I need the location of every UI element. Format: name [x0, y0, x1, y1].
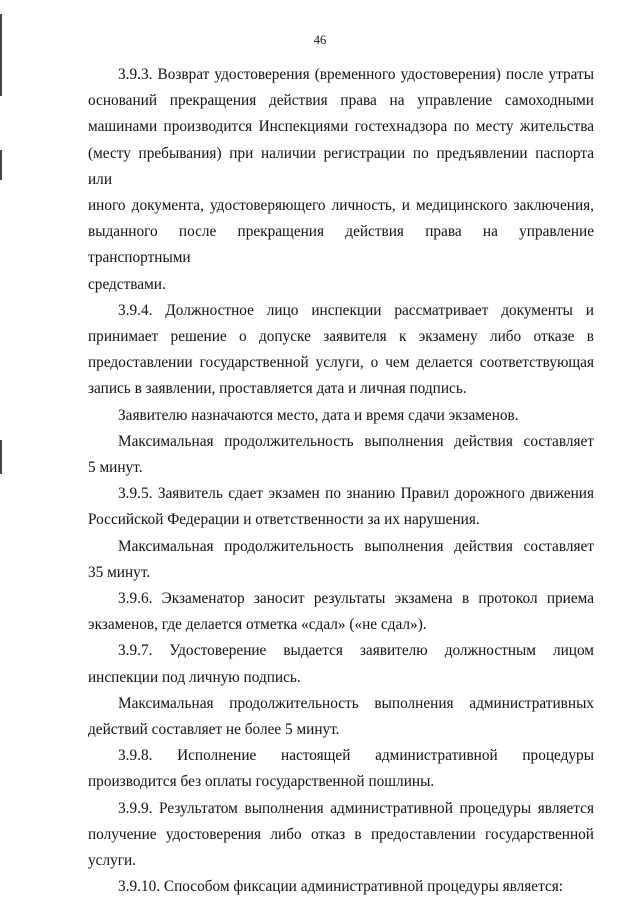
text-line: машинами производится Инспекциями гостехнадзора по месту жительства	[88, 118, 594, 136]
text-line: (месту пребывания) при наличии регистрации по предъявлении паспорта или	[88, 144, 594, 188]
text-line: 3.9.10. Способом фиксации административной процедуры является:	[118, 878, 564, 896]
text-line: инспекции под личную подпись.	[88, 668, 301, 686]
text-line: услуги.	[88, 852, 137, 870]
text-line: действий составляет не более 5 минут.	[88, 721, 340, 739]
paragraph-3-9-8	[88, 743, 594, 795]
body-text	[88, 62, 594, 901]
scan-edge-mark	[0, 150, 2, 180]
text-line: Российской Федерации и ответственности за их нарушения.	[88, 511, 480, 529]
scan-edge-mark	[0, 440, 2, 474]
text-line: Заявителю назначаются место, дата и время сдачи экзаменов.	[118, 406, 519, 424]
paragraph-duration-admin	[88, 691, 594, 743]
text-line: производится без оплаты государственной пошлины.	[88, 773, 435, 791]
text-line: 3.9.9. Результатом выполнения административной процедуры является	[118, 799, 594, 817]
text-line: иного документа, удостоверяющего личность, и медицинского заключения,	[88, 197, 594, 215]
paragraph-duration-35-min	[88, 534, 594, 586]
text-line: оснований прекращения действия права на управление самоходными	[88, 92, 594, 110]
text-line: экзаменов, где делается отметка «сдал» («не сдал»).	[88, 616, 427, 634]
paragraph-exam-schedule	[88, 403, 594, 429]
text-line: запись в заявлении, проставляется дата и личная подпись.	[88, 380, 467, 398]
text-line: 3.9.7. Удостоверение выдается заявителю должностным лицом	[118, 642, 594, 660]
paragraph-3-9-10	[88, 874, 594, 900]
text-line: 3.9.5. Заявитель сдает экзамен по знанию Правил дорожного движения	[118, 485, 594, 503]
paragraph-3-9-4	[88, 298, 594, 403]
paragraph-3-9-7	[88, 638, 594, 690]
text-line: средствами.	[88, 275, 166, 293]
paragraph-3-9-5	[88, 481, 594, 533]
paragraph-duration-5-min	[88, 429, 594, 481]
text-line: принимает решение о допуске заявителя к экзамену либо отказе в	[88, 328, 594, 346]
text-line: предоставлении государственной услуги, о чем делается соответствующая	[88, 354, 594, 372]
text-line: 3.9.3. Возврат удостоверения (временного удостоверения) после утраты	[118, 66, 594, 83]
text-line: 35 минут.	[88, 563, 151, 581]
scan-edge-mark	[0, 14, 2, 96]
text-line: Максимальная продолжительность выполнения административных	[118, 694, 594, 712]
text-line: Максимальная продолжительность выполнения действия составляет	[118, 432, 594, 450]
paragraph-3-9-6	[88, 586, 594, 638]
page-number: 46	[313, 33, 327, 47]
paragraph-3-9-9	[88, 796, 594, 875]
text-line: выданного после прекращения действия права на управление транспортными	[88, 223, 594, 267]
text-line: Максимальная продолжительность выполнения действия составляет	[118, 537, 594, 555]
paragraph-3-9-3	[88, 62, 594, 298]
text-line: получение удостоверения либо отказ в предоставлении государственной	[88, 825, 594, 843]
text-line: 3.9.4. Должностное лицо инспекции рассматривает документы и	[118, 301, 594, 319]
text-line: 3.9.8. Исполнение настоящей административной процедуры	[118, 747, 594, 765]
text-line: 3.9.6. Экзаменатор заносит результаты экзамена в протокол приема	[118, 590, 594, 608]
text-line: 5 минут.	[88, 459, 143, 477]
